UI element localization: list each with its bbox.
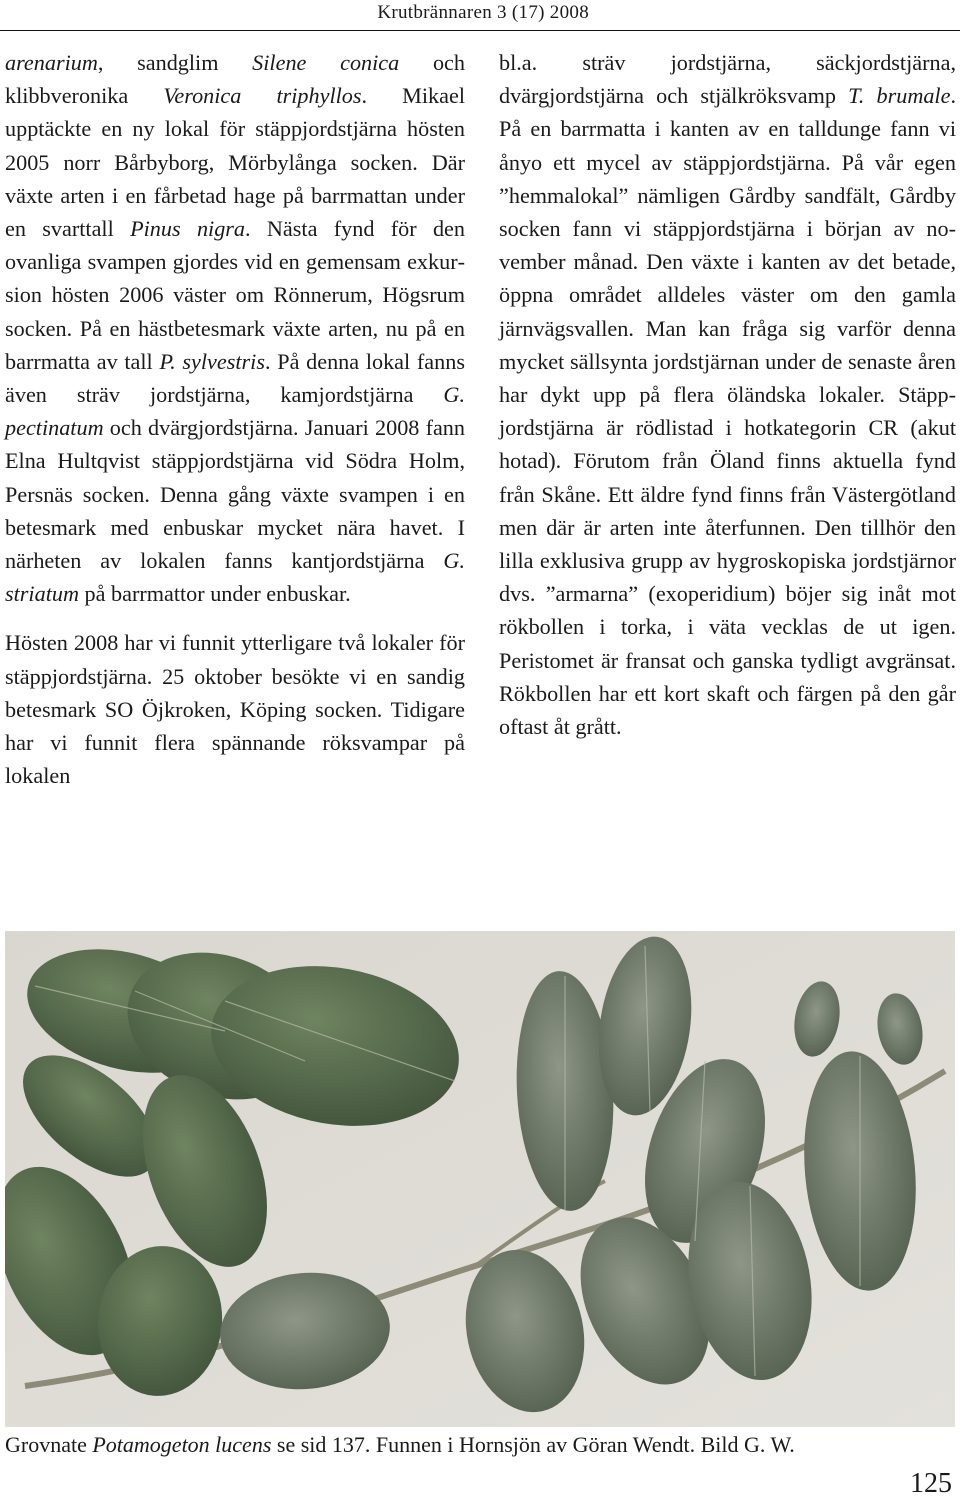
text-run: se sid 137. Funnen i Hornsjön av Göran Wendt. Bild G. W.	[271, 1432, 795, 1457]
italic-text: G. pectinatum	[5, 382, 465, 441]
text-run: bl.a. sträv jordstjärna, säckjordstjärna, dvärgjordstjärna och stjälkröksvamp	[499, 50, 956, 109]
running-header: Krutbrännaren 3 (17) 2008	[377, 2, 589, 23]
pressed-plant-photo	[5, 931, 955, 1427]
text-run: . På denna lokal fanns även sträv jordstjärna, kamjordstjärna	[5, 348, 465, 408]
text-run: Hösten 2008 har vi funnit ytterligare två lokaler för stäppjordstjärna. 25 oktober besökte vi en sandig betesmark SO Öjkroken, Köping socken. Tidigare har vi funnit flera spännande röksvampar på lokalen	[5, 630, 465, 789]
text-run: . På en barrmatta i kanten av en talldunge fann vi ånyo ett mycel av stäppjordstjärna. På vår egen ”hemmalokal” nämligen Gårdby sandfält, Gårdby socken fann vi stäppjordstjärna i början av november månad. Den växte i kanten av det betade, öppna området alldeles väster om den gamla järnvägsvallen. Man kan fråga sig varför denna mycket sällsynta jordstjärnan under de senaste åren har dykt upp på flera öländska lokaler. Stäppjordstjärna är rödlistad i hotkategorin CR (akut hotad). Förutom från Öland finns aktuella fynd från Skåne. Ett äldre fynd finns från Västergötland men där är arten inte återfunnen. Den tillhör den lilla exklusiva grupp av hygroskopiska jordstjärnor dvs. ”armarna” (exoperidium) böjer sig inåt mot rökbollen i torka, i väta vecklas de ut igen. Peristomet är fransat och ganska tydligt avgränsat. Rökbollen har ett kort skaft och färgen på den går oftast åt grått.	[499, 83, 956, 740]
italic-text: P. sylvestris	[159, 348, 265, 374]
italic-text: G. striatum	[5, 548, 465, 607]
page-number: 125	[910, 1468, 952, 1499]
left-paragraph-2	[5, 626, 465, 792]
text-run: . Mikael upptäckte en ny lokal för stäppjordstjärna hösten 2005 norr Bårbyborg, Mörbylånga socken. Där växte arten i en fårbetad hage på barrmattan under en svarttall	[5, 83, 465, 242]
italic-text: Veronica triphyllos	[163, 83, 362, 109]
right-column	[499, 46, 956, 743]
text-run: , sandglim	[97, 50, 253, 75]
text-run: på barrmattor under enbuskar.	[78, 581, 351, 607]
left-paragraph-1	[5, 46, 465, 610]
text-run: och dvärgjordstjärna. Januari 2008 fann Elna Hultqvist stäppjordstjärna vid Södra Holm, Persnäs socken. Denna gång växte svampen i en betesmark med enbuskar mycket nära havet. I närheten av lokalen fanns kantjordstjärna	[5, 415, 465, 574]
text-run: och klibbveronika	[5, 50, 465, 109]
figure-caption	[5, 1432, 795, 1458]
italic-text: Pinus nigra	[130, 216, 246, 242]
italic-text: Silene conica	[252, 50, 400, 75]
header-rule	[0, 30, 960, 31]
right-paragraph-1	[499, 46, 956, 743]
italic-text: Potamogeton lucens	[92, 1432, 272, 1457]
left-column	[5, 46, 465, 792]
text-run: Grovnate	[5, 1432, 93, 1457]
italic-text: arenarium	[5, 50, 98, 75]
italic-text: T. brumale	[848, 83, 951, 109]
text-run: . Nästa fynd för den ovanliga svampen gjordes vid en gemensam exkursion hösten 2006 väster om Rönnerum, Högsrum socken. På en hästbetesmark växte arten, nu på en barrmatta av tall	[5, 216, 465, 374]
